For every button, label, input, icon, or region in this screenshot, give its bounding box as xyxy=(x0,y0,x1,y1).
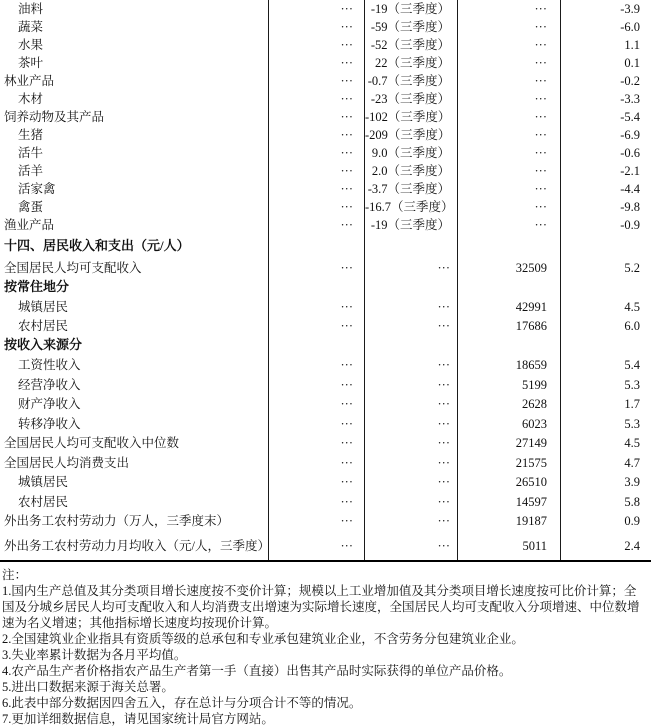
cell-current-value xyxy=(268,278,364,298)
cell-level-value: 21575 xyxy=(457,453,560,473)
cell-growth-rate: -0.2 xyxy=(560,72,651,90)
cell-growth-rate: 1.7 xyxy=(560,395,651,415)
cell-current-value: ··· xyxy=(268,216,364,234)
cell-current-value: ··· xyxy=(268,453,364,473)
indicator-label: 全国居民人均消费支出 xyxy=(4,455,130,470)
table-row xyxy=(0,36,651,54)
cell-cumulative-value xyxy=(364,278,457,298)
cell-growth-rate xyxy=(560,278,651,298)
cell-growth-rate: -0.9 xyxy=(560,216,651,234)
cell-current-value: ··· xyxy=(268,356,364,376)
cell-growth-rate: 1.1 xyxy=(560,36,651,54)
indicator-label: 饲养动物及其产品 xyxy=(4,110,105,124)
cell-current-value xyxy=(268,336,364,356)
note-line: 4.农产品生产者价格指农产品生产者第一手（直接）出售其产品时实际获得的单位产品价格。 xyxy=(2,664,512,678)
cell-cumulative-value: -209（三季度） xyxy=(364,126,457,144)
cell-level-value: 5199 xyxy=(457,375,560,395)
cell-current-value: ··· xyxy=(268,395,364,415)
table-row xyxy=(0,317,651,337)
indicator-label: 木材 xyxy=(18,92,44,106)
cell-level-value: 27149 xyxy=(457,434,560,454)
table-row xyxy=(0,512,651,532)
cell-level-value: ··· xyxy=(457,180,560,198)
indicator-label: 城镇居民 xyxy=(18,475,69,490)
cell-growth-rate xyxy=(560,336,651,356)
cell-cumulative-value: 9.0（三季度） xyxy=(364,144,457,162)
cell-cumulative-value: -59（三季度） xyxy=(364,18,457,36)
table-row xyxy=(0,258,651,278)
indicator-label: 油料 xyxy=(18,2,44,16)
cell-cumulative-value: -3.7（三季度） xyxy=(364,180,457,198)
indicator-label: 林业产品 xyxy=(4,74,55,88)
cell-level-value: ··· xyxy=(457,18,560,36)
cell-current-value: ··· xyxy=(268,162,364,180)
cell-cumulative-value: -16.7（三季度） xyxy=(364,198,457,216)
cell-cumulative-value: ··· xyxy=(364,395,457,415)
table-row xyxy=(0,453,651,473)
notes-section xyxy=(0,562,651,727)
indicator-label: 蔬菜 xyxy=(18,20,44,34)
cell-level-value xyxy=(457,234,560,258)
indicator-label: 水果 xyxy=(18,38,44,52)
note-line: 5.进出口数据来源于海关总署。 xyxy=(2,680,174,694)
cell-current-value: ··· xyxy=(268,473,364,493)
table-row xyxy=(0,395,651,415)
indicator-label: 按收入来源分 xyxy=(4,337,83,353)
cell-growth-rate: 6.0 xyxy=(560,317,651,337)
table-row xyxy=(0,198,651,216)
cell-growth-rate: -6.9 xyxy=(560,126,651,144)
cell-growth-rate: -3.3 xyxy=(560,90,651,108)
cell-growth-rate: 3.9 xyxy=(560,473,651,493)
cell-level-value: ··· xyxy=(457,162,560,180)
cell-level-value: 5011 xyxy=(457,531,560,560)
table-row xyxy=(0,126,651,144)
cell-level-value: 32509 xyxy=(457,258,560,278)
cell-level-value: 26510 xyxy=(457,473,560,493)
cell-current-value: ··· xyxy=(268,90,364,108)
table-row xyxy=(0,473,651,493)
cell-growth-rate: -3.9 xyxy=(560,0,651,18)
cell-level-value: ··· xyxy=(457,126,560,144)
cell-cumulative-value: 22（三季度） xyxy=(364,54,457,72)
cell-cumulative-value: -23（三季度） xyxy=(364,90,457,108)
cell-growth-rate: 5.3 xyxy=(560,414,651,434)
cell-growth-rate: -4.4 xyxy=(560,180,651,198)
notes-list xyxy=(2,583,647,727)
cell-level-value xyxy=(457,278,560,298)
cell-level-value: ··· xyxy=(457,54,560,72)
note-line: 6.此表中部分数据因四舍五入，存在总计与分项合计不等的情况。 xyxy=(2,696,362,710)
table-row xyxy=(0,162,651,180)
cell-level-value xyxy=(457,336,560,356)
cell-level-value: 2628 xyxy=(457,395,560,415)
cell-growth-rate: 5.3 xyxy=(560,375,651,395)
indicator-label: 经营净收入 xyxy=(18,377,81,392)
cell-level-value: 17686 xyxy=(457,317,560,337)
cell-growth-rate: 5.4 xyxy=(560,356,651,376)
cell-current-value: ··· xyxy=(268,18,364,36)
cell-growth-rate: 2.4 xyxy=(560,531,651,560)
indicator-label: 活羊 xyxy=(18,164,44,178)
note-line: 7.更加详细数据信息，请见国家统计局官方网站。 xyxy=(2,712,274,726)
cell-growth-rate: -9.8 xyxy=(560,198,651,216)
cell-cumulative-value: ··· xyxy=(364,453,457,473)
table-row xyxy=(0,18,651,36)
cell-cumulative-value: ··· xyxy=(364,531,457,560)
table-row xyxy=(0,216,651,234)
cell-cumulative-value: -102（三季度） xyxy=(364,108,457,126)
cell-growth-rate: 4.5 xyxy=(560,297,651,317)
cell-current-value: ··· xyxy=(268,36,364,54)
cell-growth-rate: 4.7 xyxy=(560,453,651,473)
indicator-label: 工资性收入 xyxy=(18,358,81,373)
indicator-label: 禽蛋 xyxy=(18,200,44,214)
cell-level-value: ··· xyxy=(457,144,560,162)
table-row xyxy=(0,54,651,72)
cell-current-value: ··· xyxy=(268,0,364,18)
cell-cumulative-value: ··· xyxy=(364,375,457,395)
indicator-label: 渔业产品 xyxy=(4,218,55,232)
cell-growth-rate: 4.5 xyxy=(560,434,651,454)
cell-current-value: ··· xyxy=(268,414,364,434)
cell-level-value: 6023 xyxy=(457,414,560,434)
cell-level-value: 18659 xyxy=(457,356,560,376)
cell-cumulative-value: ··· xyxy=(364,434,457,454)
cell-cumulative-value: ··· xyxy=(364,473,457,493)
indicator-label: 农村居民 xyxy=(18,319,69,334)
cell-current-value: ··· xyxy=(268,492,364,512)
cell-cumulative-value: ··· xyxy=(364,512,457,532)
cell-level-value: 19187 xyxy=(457,512,560,532)
indicator-label: 农村居民 xyxy=(18,494,69,509)
table-row xyxy=(0,434,651,454)
indicator-label: 全国居民人均可支配收入 xyxy=(4,260,142,275)
indicator-label: 十四、居民收入和支出（元/人） xyxy=(4,237,190,253)
cell-cumulative-value: -19（三季度） xyxy=(364,216,457,234)
cell-level-value: 42991 xyxy=(457,297,560,317)
cell-current-value: ··· xyxy=(268,258,364,278)
cell-level-value: ··· xyxy=(457,216,560,234)
indicator-label: 生猪 xyxy=(18,128,44,142)
indicator-label: 按常住地分 xyxy=(4,278,70,294)
cell-cumulative-value xyxy=(364,234,457,258)
table-row xyxy=(0,531,651,560)
cell-growth-rate: -2.1 xyxy=(560,162,651,180)
cell-growth-rate xyxy=(560,234,651,258)
note-line: 3.失业率累计数据为各月平均值。 xyxy=(2,648,187,662)
cell-level-value: ··· xyxy=(457,36,560,54)
cell-cumulative-value: -0.7（三季度） xyxy=(364,72,457,90)
cell-growth-rate: 5.2 xyxy=(560,258,651,278)
cell-current-value: ··· xyxy=(268,198,364,216)
cell-current-value: ··· xyxy=(268,531,364,560)
cell-current-value: ··· xyxy=(268,144,364,162)
cell-growth-rate: -5.4 xyxy=(560,108,651,126)
section-header-row xyxy=(0,336,651,356)
indicator-label: 外出务工农村劳动力（万人，三季度末） xyxy=(4,514,230,529)
table-row xyxy=(0,356,651,376)
section-header-row xyxy=(0,278,651,298)
indicator-label: 财产净收入 xyxy=(18,397,81,412)
indicator-label: 城镇居民 xyxy=(18,299,69,314)
cell-current-value: ··· xyxy=(268,126,364,144)
cell-cumulative-value: 2.0（三季度） xyxy=(364,162,457,180)
table-row xyxy=(0,90,651,108)
table-row xyxy=(0,0,651,18)
cell-cumulative-value: ··· xyxy=(364,356,457,376)
indicator-label: 茶叶 xyxy=(18,56,44,70)
table-row xyxy=(0,297,651,317)
cell-growth-rate: 0.9 xyxy=(560,512,651,532)
cell-level-value: ··· xyxy=(457,0,560,18)
indicator-label: 活牛 xyxy=(18,146,44,160)
indicator-label: 转移净收入 xyxy=(18,416,81,431)
indicator-label: 活家禽 xyxy=(18,182,56,196)
cell-current-value: ··· xyxy=(268,54,364,72)
cell-current-value: ··· xyxy=(268,317,364,337)
cell-cumulative-value: ··· xyxy=(364,414,457,434)
cell-cumulative-value: ··· xyxy=(364,258,457,278)
cell-growth-rate: -6.0 xyxy=(560,18,651,36)
cell-growth-rate: 0.1 xyxy=(560,54,651,72)
cell-level-value: ··· xyxy=(457,108,560,126)
cell-cumulative-value xyxy=(364,336,457,356)
cell-growth-rate: -0.6 xyxy=(560,144,651,162)
note-line: 2.全国建筑业企业指具有资质等级的总承包和专业承包建筑业企业，不含劳务分包建筑业企业。 xyxy=(2,632,524,646)
cell-current-value xyxy=(268,234,364,258)
cell-cumulative-value: ··· xyxy=(364,492,457,512)
cell-current-value: ··· xyxy=(268,375,364,395)
cell-current-value: ··· xyxy=(268,297,364,317)
indicator-label: 外出务工农村劳动力月均收入（元/人，三季度） xyxy=(4,538,270,553)
cell-level-value: 14597 xyxy=(457,492,560,512)
cell-cumulative-value: -19（三季度） xyxy=(364,0,457,18)
cell-current-value: ··· xyxy=(268,434,364,454)
note-line: 1.国内生产总值及其分类项目增长速度按不变价计算；规模以上工业增加值及其分类项目增长速度按可比价计算；全国及分城乡居民人均可支配收入和人均消费支出增速为实际增长速度，全国居民人均可支配收入分项增速、中位数增速为名义增速；其他指标增长速度均按现价计算。 xyxy=(2,584,640,630)
cell-current-value: ··· xyxy=(268,108,364,126)
cell-current-value: ··· xyxy=(268,512,364,532)
cell-current-value: ··· xyxy=(268,180,364,198)
cell-current-value: ··· xyxy=(268,72,364,90)
section-header-row xyxy=(0,234,651,258)
table-row xyxy=(0,414,651,434)
table-row xyxy=(0,375,651,395)
cell-level-value: ··· xyxy=(457,72,560,90)
table-row xyxy=(0,180,651,198)
table-row xyxy=(0,144,651,162)
cell-cumulative-value: ··· xyxy=(364,297,457,317)
table-row xyxy=(0,108,651,126)
cell-growth-rate: 5.8 xyxy=(560,492,651,512)
cell-level-value: ··· xyxy=(457,90,560,108)
table-row xyxy=(0,492,651,512)
cell-cumulative-value: -52（三季度） xyxy=(364,36,457,54)
notes-label: 注： xyxy=(2,568,28,582)
cell-level-value: ··· xyxy=(457,198,560,216)
table-row xyxy=(0,72,651,90)
cell-cumulative-value: ··· xyxy=(364,317,457,337)
indicator-label: 全国居民人均可支配收入中位数 xyxy=(4,436,180,451)
